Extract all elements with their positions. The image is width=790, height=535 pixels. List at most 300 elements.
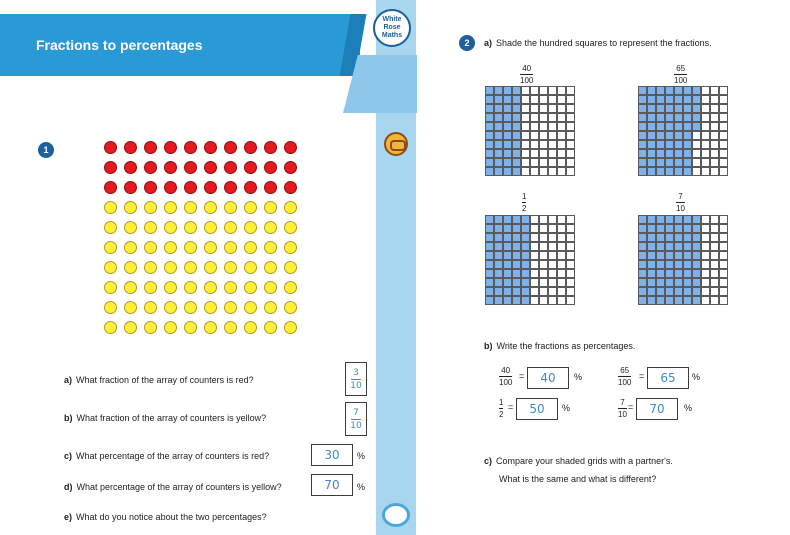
grid-cell[interactable] bbox=[485, 113, 494, 122]
grid-cell[interactable] bbox=[494, 149, 503, 158]
grid-cell[interactable] bbox=[521, 224, 530, 233]
grid-cell[interactable] bbox=[485, 140, 494, 149]
grid-cell[interactable] bbox=[521, 122, 530, 131]
grid-cell[interactable] bbox=[503, 233, 512, 242]
grid-cell[interactable] bbox=[521, 149, 530, 158]
grid-cell[interactable] bbox=[566, 95, 575, 104]
grid-cell[interactable] bbox=[566, 104, 575, 113]
grid-cell[interactable] bbox=[656, 287, 665, 296]
grid-cell[interactable] bbox=[566, 296, 575, 305]
grid-cell[interactable] bbox=[683, 86, 692, 95]
hundred-square[interactable] bbox=[638, 215, 729, 306]
grid-cell[interactable] bbox=[503, 260, 512, 269]
grid-cell[interactable] bbox=[674, 242, 683, 251]
grid-cell[interactable] bbox=[557, 215, 566, 224]
grid-cell[interactable] bbox=[683, 233, 692, 242]
grid-cell[interactable] bbox=[512, 122, 521, 131]
grid-cell[interactable] bbox=[521, 296, 530, 305]
grid-cell[interactable] bbox=[701, 224, 710, 233]
grid-cell[interactable] bbox=[548, 260, 557, 269]
grid-cell[interactable] bbox=[701, 167, 710, 176]
grid-cell[interactable] bbox=[647, 122, 656, 131]
grid-cell[interactable] bbox=[683, 296, 692, 305]
grid-cell[interactable] bbox=[674, 269, 683, 278]
grid-cell[interactable] bbox=[665, 269, 674, 278]
grid-cell[interactable] bbox=[557, 158, 566, 167]
grid-cell[interactable] bbox=[494, 113, 503, 122]
grid-cell[interactable] bbox=[701, 113, 710, 122]
grid-cell[interactable] bbox=[557, 104, 566, 113]
grid-cell[interactable] bbox=[539, 158, 548, 167]
grid-cell[interactable] bbox=[485, 260, 494, 269]
grid-cell[interactable] bbox=[656, 131, 665, 140]
grid-cell[interactable] bbox=[566, 278, 575, 287]
grid-cell[interactable] bbox=[638, 149, 647, 158]
grid-cell[interactable] bbox=[647, 104, 656, 113]
grid-cell[interactable] bbox=[557, 242, 566, 251]
grid-cell[interactable] bbox=[512, 242, 521, 251]
grid-cell[interactable] bbox=[692, 260, 701, 269]
grid-cell[interactable] bbox=[701, 251, 710, 260]
grid-cell[interactable] bbox=[656, 149, 665, 158]
grid-cell[interactable] bbox=[719, 86, 728, 95]
grid-cell[interactable] bbox=[512, 287, 521, 296]
grid-cell[interactable] bbox=[647, 149, 656, 158]
grid-cell[interactable] bbox=[503, 95, 512, 104]
grid-cell[interactable] bbox=[674, 260, 683, 269]
grid-cell[interactable] bbox=[548, 167, 557, 176]
grid-cell[interactable] bbox=[503, 296, 512, 305]
grid-cell[interactable] bbox=[674, 167, 683, 176]
grid-cell[interactable] bbox=[566, 149, 575, 158]
grid-cell[interactable] bbox=[683, 251, 692, 260]
grid-cell[interactable] bbox=[485, 278, 494, 287]
grid-cell[interactable] bbox=[512, 131, 521, 140]
grid-cell[interactable] bbox=[710, 278, 719, 287]
grid-cell[interactable] bbox=[557, 233, 566, 242]
grid-cell[interactable] bbox=[557, 131, 566, 140]
grid-cell[interactable] bbox=[512, 215, 521, 224]
grid-cell[interactable] bbox=[683, 113, 692, 122]
grid-cell[interactable] bbox=[647, 251, 656, 260]
grid-cell[interactable] bbox=[710, 269, 719, 278]
grid-cell[interactable] bbox=[485, 149, 494, 158]
grid-cell[interactable] bbox=[494, 95, 503, 104]
grid-cell[interactable] bbox=[674, 131, 683, 140]
grid-cell[interactable] bbox=[710, 140, 719, 149]
grid-cell[interactable] bbox=[530, 296, 539, 305]
grid-cell[interactable] bbox=[692, 86, 701, 95]
grid-cell[interactable] bbox=[665, 122, 674, 131]
grid-cell[interactable] bbox=[521, 113, 530, 122]
grid-cell[interactable] bbox=[638, 296, 647, 305]
grid-cell[interactable] bbox=[557, 287, 566, 296]
grid-cell[interactable] bbox=[692, 224, 701, 233]
grid-cell[interactable] bbox=[557, 251, 566, 260]
grid-cell[interactable] bbox=[683, 131, 692, 140]
grid-cell[interactable] bbox=[485, 95, 494, 104]
grid-cell[interactable] bbox=[674, 251, 683, 260]
grid-cell[interactable] bbox=[692, 167, 701, 176]
grid-cell[interactable] bbox=[692, 113, 701, 122]
grid-cell[interactable] bbox=[557, 260, 566, 269]
percentage-answer-box[interactable]: 40 bbox=[527, 367, 569, 389]
grid-cell[interactable] bbox=[521, 251, 530, 260]
grid-cell[interactable] bbox=[557, 278, 566, 287]
grid-cell[interactable] bbox=[674, 86, 683, 95]
grid-cell[interactable] bbox=[674, 233, 683, 242]
grid-cell[interactable] bbox=[503, 158, 512, 167]
grid-cell[interactable] bbox=[638, 242, 647, 251]
grid-cell[interactable] bbox=[719, 113, 728, 122]
grid-cell[interactable] bbox=[656, 233, 665, 242]
grid-cell[interactable] bbox=[656, 122, 665, 131]
grid-cell[interactable] bbox=[548, 158, 557, 167]
grid-cell[interactable] bbox=[530, 158, 539, 167]
percentage-answer-box[interactable]: 65 bbox=[647, 367, 689, 389]
grid-cell[interactable] bbox=[719, 242, 728, 251]
grid-cell[interactable] bbox=[539, 287, 548, 296]
grid-cell[interactable] bbox=[683, 260, 692, 269]
grid-cell[interactable] bbox=[665, 296, 674, 305]
grid-cell[interactable] bbox=[683, 104, 692, 113]
grid-cell[interactable] bbox=[638, 167, 647, 176]
grid-cell[interactable] bbox=[557, 86, 566, 95]
grid-cell[interactable] bbox=[638, 233, 647, 242]
grid-cell[interactable] bbox=[701, 287, 710, 296]
grid-cell[interactable] bbox=[485, 233, 494, 242]
grid-cell[interactable] bbox=[710, 131, 719, 140]
grid-cell[interactable] bbox=[656, 215, 665, 224]
grid-cell[interactable] bbox=[530, 233, 539, 242]
q1d-answer-box[interactable]: 70 bbox=[311, 474, 353, 496]
grid-cell[interactable] bbox=[503, 215, 512, 224]
grid-cell[interactable] bbox=[710, 113, 719, 122]
grid-cell[interactable] bbox=[656, 113, 665, 122]
grid-cell[interactable] bbox=[512, 158, 521, 167]
grid-cell[interactable] bbox=[647, 158, 656, 167]
grid-cell[interactable] bbox=[665, 260, 674, 269]
grid-cell[interactable] bbox=[566, 242, 575, 251]
grid-cell[interactable] bbox=[566, 158, 575, 167]
grid-cell[interactable] bbox=[701, 260, 710, 269]
grid-cell[interactable] bbox=[566, 167, 575, 176]
grid-cell[interactable] bbox=[503, 269, 512, 278]
grid-cell[interactable] bbox=[539, 215, 548, 224]
grid-cell[interactable] bbox=[710, 251, 719, 260]
grid-cell[interactable] bbox=[512, 278, 521, 287]
grid-cell[interactable] bbox=[638, 260, 647, 269]
grid-cell[interactable] bbox=[539, 122, 548, 131]
grid-cell[interactable] bbox=[494, 167, 503, 176]
grid-cell[interactable] bbox=[539, 233, 548, 242]
grid-cell[interactable] bbox=[683, 224, 692, 233]
grid-cell[interactable] bbox=[692, 287, 701, 296]
grid-cell[interactable] bbox=[665, 104, 674, 113]
grid-cell[interactable] bbox=[539, 131, 548, 140]
grid-cell[interactable] bbox=[647, 95, 656, 104]
grid-cell[interactable] bbox=[647, 260, 656, 269]
grid-cell[interactable] bbox=[539, 104, 548, 113]
grid-cell[interactable] bbox=[701, 149, 710, 158]
grid-cell[interactable] bbox=[692, 122, 701, 131]
grid-cell[interactable] bbox=[701, 158, 710, 167]
grid-cell[interactable] bbox=[710, 149, 719, 158]
grid-cell[interactable] bbox=[638, 131, 647, 140]
grid-cell[interactable] bbox=[719, 269, 728, 278]
grid-cell[interactable] bbox=[665, 224, 674, 233]
grid-cell[interactable] bbox=[503, 104, 512, 113]
grid-cell[interactable] bbox=[512, 149, 521, 158]
grid-cell[interactable] bbox=[710, 233, 719, 242]
grid-cell[interactable] bbox=[521, 260, 530, 269]
grid-cell[interactable] bbox=[647, 242, 656, 251]
grid-cell[interactable] bbox=[530, 122, 539, 131]
grid-cell[interactable] bbox=[710, 224, 719, 233]
grid-cell[interactable] bbox=[656, 296, 665, 305]
grid-cell[interactable] bbox=[566, 113, 575, 122]
grid-cell[interactable] bbox=[539, 224, 548, 233]
grid-cell[interactable] bbox=[557, 167, 566, 176]
grid-cell[interactable] bbox=[503, 140, 512, 149]
grid-cell[interactable] bbox=[701, 131, 710, 140]
grid-cell[interactable] bbox=[656, 140, 665, 149]
grid-cell[interactable] bbox=[710, 296, 719, 305]
grid-cell[interactable] bbox=[494, 296, 503, 305]
grid-cell[interactable] bbox=[494, 131, 503, 140]
grid-cell[interactable] bbox=[485, 86, 494, 95]
grid-cell[interactable] bbox=[512, 224, 521, 233]
grid-cell[interactable] bbox=[494, 242, 503, 251]
grid-cell[interactable] bbox=[647, 278, 656, 287]
grid-cell[interactable] bbox=[665, 86, 674, 95]
grid-cell[interactable] bbox=[674, 296, 683, 305]
grid-cell[interactable] bbox=[638, 113, 647, 122]
grid-cell[interactable] bbox=[566, 224, 575, 233]
grid-cell[interactable] bbox=[683, 278, 692, 287]
grid-cell[interactable] bbox=[647, 224, 656, 233]
grid-cell[interactable] bbox=[665, 113, 674, 122]
grid-cell[interactable] bbox=[701, 122, 710, 131]
grid-cell[interactable] bbox=[665, 242, 674, 251]
grid-cell[interactable] bbox=[674, 140, 683, 149]
grid-cell[interactable] bbox=[548, 251, 557, 260]
grid-cell[interactable] bbox=[530, 251, 539, 260]
grid-cell[interactable] bbox=[665, 149, 674, 158]
grid-cell[interactable] bbox=[512, 167, 521, 176]
grid-cell[interactable] bbox=[548, 242, 557, 251]
grid-cell[interactable] bbox=[656, 95, 665, 104]
grid-cell[interactable] bbox=[503, 224, 512, 233]
grid-cell[interactable] bbox=[638, 140, 647, 149]
grid-cell[interactable] bbox=[494, 158, 503, 167]
grid-cell[interactable] bbox=[566, 86, 575, 95]
grid-cell[interactable] bbox=[710, 167, 719, 176]
grid-cell[interactable] bbox=[665, 233, 674, 242]
grid-cell[interactable] bbox=[638, 86, 647, 95]
grid-cell[interactable] bbox=[674, 215, 683, 224]
grid-cell[interactable] bbox=[503, 122, 512, 131]
grid-cell[interactable] bbox=[656, 104, 665, 113]
grid-cell[interactable] bbox=[539, 113, 548, 122]
grid-cell[interactable] bbox=[530, 95, 539, 104]
grid-cell[interactable] bbox=[683, 242, 692, 251]
grid-cell[interactable] bbox=[530, 86, 539, 95]
grid-cell[interactable] bbox=[638, 224, 647, 233]
grid-cell[interactable] bbox=[494, 104, 503, 113]
grid-cell[interactable] bbox=[530, 269, 539, 278]
grid-cell[interactable] bbox=[656, 86, 665, 95]
grid-cell[interactable] bbox=[719, 296, 728, 305]
grid-cell[interactable] bbox=[719, 158, 728, 167]
grid-cell[interactable] bbox=[683, 95, 692, 104]
grid-cell[interactable] bbox=[539, 260, 548, 269]
grid-cell[interactable] bbox=[485, 242, 494, 251]
grid-cell[interactable] bbox=[539, 269, 548, 278]
grid-cell[interactable] bbox=[710, 95, 719, 104]
grid-cell[interactable] bbox=[557, 95, 566, 104]
grid-cell[interactable] bbox=[548, 269, 557, 278]
grid-cell[interactable] bbox=[530, 149, 539, 158]
grid-cell[interactable] bbox=[665, 278, 674, 287]
grid-cell[interactable] bbox=[485, 269, 494, 278]
grid-cell[interactable] bbox=[512, 269, 521, 278]
grid-cell[interactable] bbox=[494, 140, 503, 149]
grid-cell[interactable] bbox=[647, 287, 656, 296]
grid-cell[interactable] bbox=[539, 140, 548, 149]
grid-cell[interactable] bbox=[521, 278, 530, 287]
grid-cell[interactable] bbox=[566, 287, 575, 296]
grid-cell[interactable] bbox=[638, 158, 647, 167]
grid-cell[interactable] bbox=[647, 131, 656, 140]
grid-cell[interactable] bbox=[512, 86, 521, 95]
grid-cell[interactable] bbox=[719, 215, 728, 224]
grid-cell[interactable] bbox=[521, 269, 530, 278]
grid-cell[interactable] bbox=[656, 224, 665, 233]
hundred-square[interactable] bbox=[485, 215, 576, 306]
hundred-square[interactable] bbox=[638, 86, 729, 177]
grid-cell[interactable] bbox=[692, 278, 701, 287]
grid-cell[interactable] bbox=[494, 287, 503, 296]
grid-cell[interactable] bbox=[521, 215, 530, 224]
grid-cell[interactable] bbox=[494, 269, 503, 278]
grid-cell[interactable] bbox=[503, 287, 512, 296]
grid-cell[interactable] bbox=[692, 296, 701, 305]
grid-cell[interactable] bbox=[548, 104, 557, 113]
grid-cell[interactable] bbox=[485, 167, 494, 176]
grid-cell[interactable] bbox=[692, 104, 701, 113]
grid-cell[interactable] bbox=[683, 122, 692, 131]
grid-cell[interactable] bbox=[692, 158, 701, 167]
grid-cell[interactable] bbox=[494, 251, 503, 260]
grid-cell[interactable] bbox=[665, 140, 674, 149]
grid-cell[interactable] bbox=[638, 215, 647, 224]
grid-cell[interactable] bbox=[548, 113, 557, 122]
grid-cell[interactable] bbox=[485, 287, 494, 296]
grid-cell[interactable] bbox=[548, 131, 557, 140]
grid-cell[interactable] bbox=[683, 167, 692, 176]
grid-cell[interactable] bbox=[512, 251, 521, 260]
grid-cell[interactable] bbox=[647, 215, 656, 224]
grid-cell[interactable] bbox=[548, 149, 557, 158]
grid-cell[interactable] bbox=[512, 104, 521, 113]
grid-cell[interactable] bbox=[557, 224, 566, 233]
grid-cell[interactable] bbox=[647, 233, 656, 242]
grid-cell[interactable] bbox=[665, 167, 674, 176]
grid-cell[interactable] bbox=[503, 131, 512, 140]
grid-cell[interactable] bbox=[710, 287, 719, 296]
grid-cell[interactable] bbox=[674, 122, 683, 131]
grid-cell[interactable] bbox=[566, 269, 575, 278]
grid-cell[interactable] bbox=[719, 260, 728, 269]
grid-cell[interactable] bbox=[530, 242, 539, 251]
grid-cell[interactable] bbox=[557, 149, 566, 158]
grid-cell[interactable] bbox=[692, 131, 701, 140]
grid-cell[interactable] bbox=[710, 260, 719, 269]
hundred-square[interactable] bbox=[485, 86, 576, 177]
grid-cell[interactable] bbox=[548, 86, 557, 95]
grid-cell[interactable] bbox=[719, 140, 728, 149]
q1a-answer-box[interactable] bbox=[345, 362, 367, 396]
grid-cell[interactable] bbox=[557, 296, 566, 305]
grid-cell[interactable] bbox=[512, 296, 521, 305]
grid-cell[interactable] bbox=[665, 131, 674, 140]
grid-cell[interactable] bbox=[512, 260, 521, 269]
grid-cell[interactable] bbox=[719, 131, 728, 140]
grid-cell[interactable] bbox=[719, 95, 728, 104]
grid-cell[interactable] bbox=[503, 242, 512, 251]
grid-cell[interactable] bbox=[485, 122, 494, 131]
grid-cell[interactable] bbox=[557, 113, 566, 122]
grid-cell[interactable] bbox=[539, 278, 548, 287]
grid-cell[interactable] bbox=[656, 242, 665, 251]
grid-cell[interactable] bbox=[719, 233, 728, 242]
grid-cell[interactable] bbox=[647, 167, 656, 176]
grid-cell[interactable] bbox=[647, 113, 656, 122]
grid-cell[interactable] bbox=[656, 167, 665, 176]
grid-cell[interactable] bbox=[701, 140, 710, 149]
grid-cell[interactable] bbox=[521, 104, 530, 113]
grid-cell[interactable] bbox=[692, 233, 701, 242]
grid-cell[interactable] bbox=[647, 296, 656, 305]
grid-cell[interactable] bbox=[548, 278, 557, 287]
grid-cell[interactable] bbox=[692, 269, 701, 278]
grid-cell[interactable] bbox=[494, 278, 503, 287]
grid-cell[interactable] bbox=[530, 287, 539, 296]
grid-cell[interactable] bbox=[683, 287, 692, 296]
grid-cell[interactable] bbox=[719, 287, 728, 296]
grid-cell[interactable] bbox=[647, 269, 656, 278]
grid-cell[interactable] bbox=[548, 215, 557, 224]
grid-cell[interactable] bbox=[494, 86, 503, 95]
grid-cell[interactable] bbox=[656, 278, 665, 287]
grid-cell[interactable] bbox=[512, 113, 521, 122]
grid-cell[interactable] bbox=[548, 95, 557, 104]
grid-cell[interactable] bbox=[521, 140, 530, 149]
q1c-answer-box[interactable]: 30 bbox=[311, 444, 353, 466]
grid-cell[interactable] bbox=[656, 269, 665, 278]
grid-cell[interactable] bbox=[530, 215, 539, 224]
grid-cell[interactable] bbox=[683, 149, 692, 158]
grid-cell[interactable] bbox=[692, 140, 701, 149]
grid-cell[interactable] bbox=[674, 95, 683, 104]
grid-cell[interactable] bbox=[557, 140, 566, 149]
grid-cell[interactable] bbox=[710, 242, 719, 251]
grid-cell[interactable] bbox=[503, 251, 512, 260]
grid-cell[interactable] bbox=[512, 95, 521, 104]
grid-cell[interactable] bbox=[638, 104, 647, 113]
grid-cell[interactable] bbox=[638, 122, 647, 131]
